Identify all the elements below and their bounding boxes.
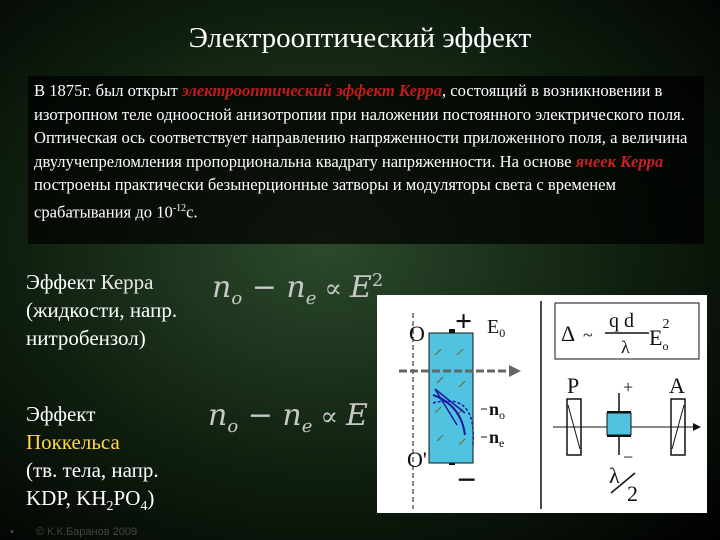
label-no: $n_o$	[489, 399, 506, 422]
E-squared: $E_o2$	[649, 317, 670, 353]
pockels-line: KDP, KH	[26, 486, 107, 510]
para-part: с.	[186, 202, 198, 222]
denominator-lambda: λ	[621, 337, 630, 357]
symbol: n	[286, 270, 306, 305]
footer	[10, 526, 137, 538]
symbol: −	[238, 398, 283, 433]
symbol: n	[208, 398, 228, 433]
copyright: © К.К.Баранов 2009	[35, 526, 138, 538]
kerr-cell	[429, 333, 473, 463]
symbol: e	[301, 416, 313, 437]
arrow-head	[509, 365, 521, 377]
kerr-line: (жидкости, напр.	[26, 298, 178, 322]
minus-sign: −	[457, 462, 477, 499]
proportional-symbol: ∝	[324, 274, 342, 304]
kerr-formula	[212, 270, 383, 309]
kerr-name: Керра	[100, 270, 154, 294]
lambda-half-num: λ	[609, 463, 620, 488]
kerr-effect-term: электрооптический эффект Керра	[181, 81, 442, 100]
minus-small: −	[623, 447, 634, 467]
label-O: O	[409, 321, 425, 346]
slide-title: Электрооптический эффект	[188, 22, 532, 54]
symbol: o	[227, 416, 239, 437]
pockels-line: Эффект	[26, 402, 96, 426]
proportional-symbol: ∝	[320, 402, 338, 432]
para-part: В 1875г. был открыт	[34, 81, 182, 100]
label-A: A	[669, 373, 685, 398]
symbol: E	[345, 398, 368, 433]
pockels-line: )	[147, 486, 155, 510]
pockels-label	[26, 400, 159, 521]
symbol: 2	[371, 270, 384, 291]
lambda-half-den: 2	[627, 481, 638, 506]
symbol: E	[349, 270, 372, 305]
delta-symbol: Δ	[561, 321, 576, 346]
symbol: n	[282, 398, 302, 433]
symbol: e	[305, 288, 317, 309]
intro-paragraph	[34, 79, 704, 224]
plus-small: +	[623, 377, 634, 397]
pockels-line: (тв. тела, напр.	[26, 458, 159, 482]
subscript: 2	[106, 499, 114, 515]
tilde-symbol: ~	[583, 325, 593, 345]
footer-bullet: •	[10, 526, 14, 538]
subscript: 4	[140, 499, 148, 515]
symbol: −	[242, 270, 287, 305]
small-cell	[607, 413, 631, 435]
label-E0: $E_0$	[487, 316, 506, 340]
label-O-prime: O'	[407, 447, 427, 472]
kerr-label	[26, 268, 177, 352]
pockels-name: Поккельса	[26, 430, 120, 454]
plus-sign: +	[455, 305, 473, 338]
symbol: o	[231, 288, 243, 309]
beam-arrow	[693, 423, 701, 431]
label-ne: $n_e$	[489, 427, 505, 450]
pockels-formula	[208, 398, 368, 437]
kerr-cells-term: ячеек Керра	[575, 151, 664, 171]
label-P: P	[567, 373, 580, 398]
exponent: -12	[172, 202, 187, 214]
para-part: , состоящий в возникновении в изотропном теле одноосной анизотропии при наложении постоянного электрического поля. Оптическая ось соответствует направлению напряженности приложенного поля, а величина двулучепреломления пропорциональна квадрату напряженности. На основе	[34, 81, 688, 171]
symbol: n	[212, 270, 232, 305]
pockels-line: PO	[113, 486, 141, 510]
kerr-line: нитробензол)	[26, 326, 146, 350]
para-part: построены практически безынерционные затворы и модуляторы света с временем срабатывания до 10	[34, 175, 616, 222]
kerr-line: Эффект	[26, 270, 101, 294]
kerr-cell-diagram	[377, 295, 707, 513]
numerator-qd: q d	[609, 310, 634, 332]
diagram-svg	[377, 295, 707, 513]
